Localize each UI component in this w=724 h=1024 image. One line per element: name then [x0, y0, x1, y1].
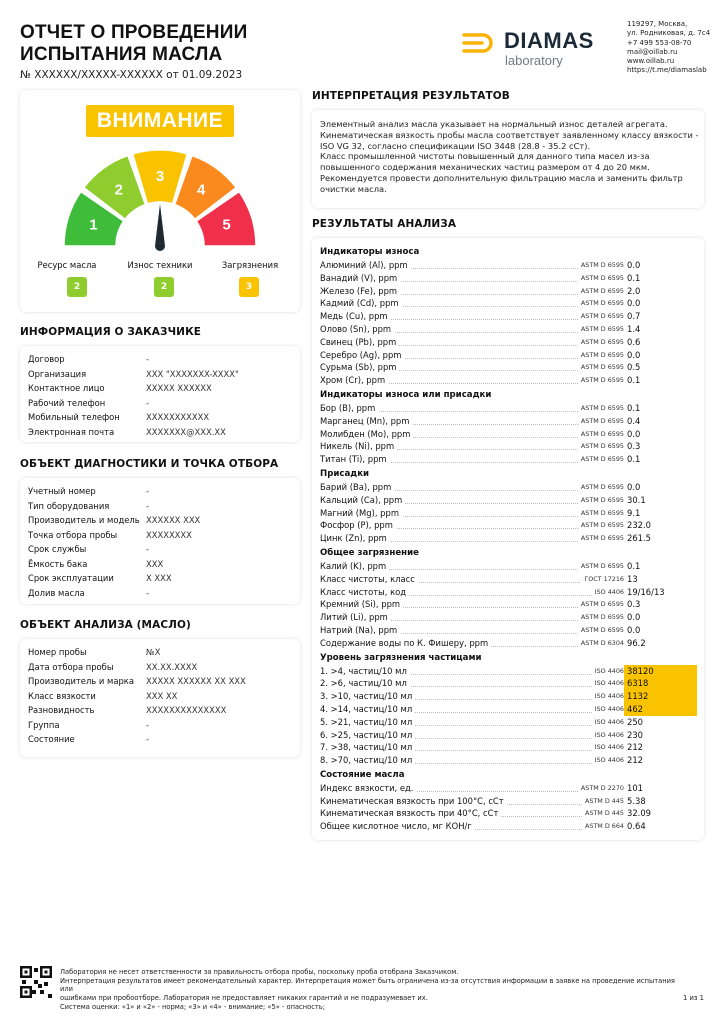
customer-row-value: XXXXXXX@XXX.XX	[146, 426, 226, 437]
oil-row-value: XXX XX	[146, 690, 178, 701]
result-method: ASTM D 6595	[578, 560, 624, 573]
result-value: 5.38	[627, 795, 646, 806]
object-row-label: Тип оборудования	[28, 500, 110, 511]
result-value-highlighted: 1132	[623, 690, 697, 703]
footer-disclaimer	[60, 968, 680, 1012]
result-row	[320, 703, 696, 716]
results-group-title: Уровень загрязнения частицами	[320, 652, 482, 663]
indicator-badge-contamination: 3	[239, 277, 259, 297]
result-row	[320, 428, 696, 441]
result-parameter: 4. >14, частиц/10 мл	[320, 703, 415, 716]
result-parameter: Кальций (Ca), ppm	[320, 494, 405, 507]
object-row	[28, 499, 292, 514]
customer-row-label: Договор	[28, 354, 65, 364]
customer-row-value: XXX "XXXXXXX-XXXX"	[146, 368, 239, 379]
result-row	[320, 415, 696, 428]
results-section-title: РЕЗУЛЬТАТЫ АНАЛИЗА	[312, 218, 457, 230]
result-method: ASTM D 2270	[578, 782, 624, 795]
object-row	[28, 586, 292, 601]
result-parameter: Кинематическая вязкость при 100°C, сСт	[320, 795, 507, 808]
result-row	[320, 573, 696, 586]
result-method: ISO 4406	[592, 729, 624, 742]
oil-row	[28, 718, 292, 733]
result-method: ASTM D 445	[582, 795, 624, 808]
result-value: 1.4	[627, 323, 641, 334]
gauge-segment-label: 2	[114, 181, 124, 199]
result-parameter: Титан (Ti), ppm	[320, 453, 390, 466]
result-parameter: Общее кислотное число, мг КОН/г	[320, 820, 475, 833]
result-parameter: Цинк (Zn), ppm	[320, 532, 390, 545]
result-method: ISO 4406	[592, 703, 624, 716]
object-row	[28, 528, 292, 543]
result-row	[320, 374, 696, 387]
result-parameter: Алюминий (Al), ppm	[320, 259, 411, 272]
object-row-label: Точка отбора пробы	[28, 529, 118, 540]
result-parameter: Бор (B), ppm	[320, 402, 378, 415]
customer-row-label: Рабочий телефон	[28, 397, 106, 408]
logo-mark-icon	[462, 32, 496, 54]
indicator-badge-oil-resource: 2	[67, 277, 87, 297]
result-parameter: Фосфор (P), ppm	[320, 519, 396, 532]
result-row	[320, 624, 696, 637]
diamas-logo	[462, 28, 612, 74]
result-value-highlighted: 462	[623, 703, 697, 716]
result-method: ASTM D 6595	[578, 336, 624, 349]
result-method: ГОСТ 17216	[581, 573, 624, 586]
object-row	[28, 542, 292, 557]
oil-row-value: №X	[146, 647, 161, 657]
result-parameter: Класс чистоты, класс	[320, 573, 418, 586]
result-row	[320, 560, 696, 573]
result-method: ASTM D 6595	[578, 598, 624, 611]
object-row-label: Срок эксплуатации	[28, 573, 114, 583]
result-method: ASTM D 6595	[578, 624, 624, 637]
logo-subtitle: laboratory	[505, 53, 563, 68]
oil-row-label: Производитель и марка	[28, 676, 134, 686]
results-group-title: Присадки	[320, 468, 370, 479]
result-parameter: Хром (Cr), ppm	[320, 374, 388, 387]
result-parameter: Никель (Ni), ppm	[320, 440, 397, 453]
oil-info-list	[28, 645, 292, 747]
oil-row-value: -	[146, 719, 150, 730]
oil-row	[28, 674, 292, 689]
customer-row-label: Мобильный телефон	[28, 412, 120, 422]
object-row	[28, 484, 292, 499]
result-method: ASTM D 6595	[578, 532, 624, 545]
result-method: ASTM D 664	[582, 820, 624, 833]
oil-row-value: XX.XX.XXXX	[146, 661, 198, 672]
result-value: 230	[627, 729, 643, 740]
result-parameter: Молибден (Mo), ppm	[320, 428, 413, 441]
result-method: ASTM D 6595	[578, 402, 624, 415]
customer-row-value: -	[146, 397, 150, 408]
results-card	[312, 238, 704, 840]
result-method: ASTM D 6595	[578, 415, 624, 428]
result-row	[320, 598, 696, 611]
result-method: ISO 4406	[592, 665, 624, 678]
object-row-value: XXXXXX XXX	[146, 515, 201, 525]
interpretation-line: повышенного содержания механических частиц размером от 4 до 20 мкм.	[320, 162, 650, 173]
result-method: ASTM D 6595	[578, 374, 624, 387]
result-parameter: Серебро (Ag), ppm	[320, 349, 404, 362]
result-value: 0.1	[627, 454, 641, 465]
result-row	[320, 807, 696, 820]
result-parameter: 2. >6, частиц/10 мл	[320, 677, 410, 690]
result-row	[320, 481, 696, 494]
customer-row-label: Контактное лицо	[28, 383, 105, 393]
result-value: 101	[627, 782, 643, 793]
result-row	[320, 586, 696, 599]
result-parameter: Олово (Sn), ppm	[320, 323, 394, 336]
results-group-title: Состояние масла	[320, 769, 405, 780]
result-method: ASTM D 6595	[578, 507, 624, 520]
result-parameter: Индекс вязкости, ед.	[320, 782, 416, 795]
result-parameter: Литий (Li), ppm	[320, 611, 391, 624]
interpretation-card	[312, 110, 704, 208]
result-parameter: 5. >21, частиц/10 мл	[320, 716, 415, 729]
customer-info-list	[28, 352, 292, 439]
contact-address-1: 119297, Москва,	[627, 20, 688, 28]
report-title	[20, 22, 247, 66]
customer-section-title: ИНФОРМАЦИЯ О ЗАКАЗЧИКЕ	[20, 326, 202, 338]
result-row	[320, 690, 696, 703]
result-method: ASTM D 445	[582, 807, 624, 820]
customer-row	[28, 396, 292, 411]
result-row	[320, 782, 696, 795]
result-row	[320, 795, 696, 808]
result-parameter: Магний (Mg), ppm	[320, 507, 402, 520]
result-row	[320, 259, 696, 272]
object-card	[20, 478, 300, 604]
result-row	[320, 349, 696, 362]
oil-row	[28, 645, 292, 660]
result-row	[320, 297, 696, 310]
result-value: 212	[627, 742, 643, 753]
customer-card	[20, 346, 300, 442]
contacts-block	[627, 20, 710, 76]
results-list	[320, 244, 696, 833]
customer-row	[28, 367, 292, 382]
result-parameter: Барий (Ba), ppm	[320, 481, 394, 494]
object-info-list	[28, 484, 292, 600]
interpretation-line: Элементный анализ масла указывает на нормальный износ деталей агрегата.	[320, 119, 668, 129]
object-row-value: XXXXXXXX	[146, 529, 192, 540]
result-value: 0.1	[627, 375, 641, 386]
interpretation-line: ISO VG 32, согласно спецификации ISO 3448 (28.8 - 35.2 сСт).	[320, 140, 591, 151]
result-row	[320, 323, 696, 336]
oil-row-label: Разновидность	[28, 705, 95, 715]
oil-section-title: ОБЪЕКТ АНАЛИЗА (МАСЛО)	[20, 619, 191, 631]
object-row-label: Долив масла	[28, 587, 85, 598]
result-value: 0.1	[627, 272, 641, 283]
result-value: 13	[627, 573, 638, 584]
result-row	[320, 532, 696, 545]
object-row	[28, 513, 292, 528]
result-row	[320, 754, 696, 767]
result-row	[320, 519, 696, 532]
customer-row	[28, 410, 292, 425]
result-value: 0.0	[627, 612, 641, 623]
result-method: ISO 4406	[592, 586, 624, 599]
customer-row-value: XXXXX XXXXXX	[146, 383, 212, 393]
result-row	[320, 361, 696, 374]
object-row-label: Ёмкость бака	[28, 558, 88, 569]
result-method: ISO 4406	[592, 741, 624, 754]
result-row	[320, 677, 696, 690]
oil-row-label: Дата отбора пробы	[28, 661, 114, 672]
result-method: ASTM D 6595	[578, 494, 624, 507]
result-row	[320, 494, 696, 507]
gauge-segment-label: 5	[222, 216, 231, 234]
customer-row-value: -	[146, 354, 150, 364]
interpretation-text	[320, 119, 700, 195]
result-value: 2.0	[627, 285, 641, 296]
customer-row-label: Организация	[28, 368, 87, 379]
customer-row	[28, 381, 292, 396]
qr-code-icon	[20, 966, 52, 998]
status-card	[20, 90, 300, 312]
object-section-title: ОБЪЕКТ ДИАГНОСТИКИ И ТОЧКА ОТБОРА	[20, 458, 279, 470]
gauge-segment-label: 1	[89, 216, 98, 234]
result-parameter: Свинец (Pb), ppm	[320, 336, 399, 349]
indicator-label-oil-resource: Ресурс масла	[37, 260, 97, 270]
result-value: 232.0	[627, 520, 651, 531]
result-parameter: Медь (Cu), ppm	[320, 310, 391, 323]
result-value: 19/16/13	[627, 586, 665, 597]
page-number: 1 из 1	[682, 994, 704, 1002]
contact-address-2: ул. Родниковая, д. 7с4	[627, 29, 711, 38]
result-method: ASTM D 6595	[578, 453, 624, 466]
footer-line-1: Лаборатория не несет ответственности за правильность отбора пробы, поскольку проба отобрана Заказчиком.	[60, 968, 459, 976]
result-value: 96.2	[627, 637, 646, 648]
result-method: ASTM D 6595	[578, 361, 624, 374]
result-parameter: 3. >10, частиц/10 мл	[320, 690, 415, 703]
result-value: 261.5	[627, 533, 651, 544]
result-value: 0.0	[627, 428, 641, 439]
result-value: 9.1	[627, 507, 641, 518]
result-method: ASTM D 6595	[578, 428, 624, 441]
result-method: ASTM D 6595	[578, 297, 624, 310]
object-row-value: X XXX	[146, 573, 172, 583]
result-parameter: 6. >25, частиц/10 мл	[320, 729, 415, 742]
object-row-label: Производитель и модель	[28, 515, 140, 525]
result-value-highlighted: 6318	[623, 677, 697, 690]
result-parameter: Калий (K), ppm	[320, 560, 389, 573]
result-method: ASTM D 6595	[578, 259, 624, 272]
result-value-highlighted: 38120	[623, 665, 697, 678]
result-method: ISO 4406	[592, 754, 624, 767]
footer-line-4: Система оценки: «1» и «2» - норма; «3» и «4» - внимание; «5» - опасность;	[60, 1002, 325, 1011]
oil-row	[28, 703, 292, 718]
result-row	[320, 336, 696, 349]
customer-row	[28, 425, 292, 440]
result-method: ISO 4406	[592, 716, 624, 729]
result-value: 212	[627, 755, 643, 766]
result-parameter: Кремний (Si), ppm	[320, 598, 403, 611]
customer-row-label: Электронная почта	[28, 426, 115, 437]
object-row-value: -	[146, 500, 150, 511]
gauge-needle	[155, 204, 165, 251]
report-title-line2: ИСПЫТАНИЯ МАСЛА	[20, 44, 223, 65]
result-value: 0.0	[627, 624, 641, 635]
oil-row-label: Номер пробы	[28, 647, 87, 657]
result-method: ASTM D 6595	[578, 323, 624, 336]
result-method: ASTM D 6595	[578, 272, 624, 285]
oil-row-value: XXXXX XXXXXX XX XXX	[146, 676, 246, 686]
result-row	[320, 310, 696, 323]
result-row	[320, 611, 696, 624]
object-row-value: -	[146, 544, 150, 554]
object-row-value: XXX	[146, 558, 164, 569]
logo-brand: DIAMAS	[504, 28, 594, 53]
result-value: 0.5	[627, 362, 641, 373]
result-value: 0.1	[627, 560, 641, 571]
customer-row-value: XXXXXXXXXXX	[146, 412, 210, 422]
result-parameter: Натрий (Na), ppm	[320, 624, 400, 637]
object-row-value: -	[146, 486, 150, 496]
interpretation-line: Кинематическая вязкость пробы масла соответствует заявленному классу вязкости -	[320, 129, 699, 140]
result-row	[320, 820, 696, 833]
result-method: ASTM D 6595	[578, 310, 624, 323]
contact-website[interactable]: www.oillab.ru	[627, 57, 675, 66]
result-parameter: 8. >70, частиц/10 мл	[320, 754, 415, 767]
oil-row-label: Состояние	[28, 734, 75, 744]
result-value: 0.4	[627, 415, 641, 426]
oil-card	[20, 639, 300, 757]
oil-row	[28, 660, 292, 675]
oil-row-value: XXXXXXXXXXXXXX	[146, 705, 227, 715]
result-value: 0.6	[627, 336, 641, 347]
result-method: ISO 4406	[592, 690, 624, 703]
condition-gauge	[60, 146, 260, 251]
result-row	[320, 665, 696, 678]
result-value: 32.09	[627, 808, 651, 819]
contact-email[interactable]: mail@oillab.ru	[627, 47, 678, 56]
interpretation-section-title: ИНТЕРПРЕТАЦИЯ РЕЗУЛЬТАТОВ	[312, 90, 510, 102]
footer-line-2: Интерпретация результатов имеет рекомендательный характер. Интерпретация может быть ограничена из-за отсутствия информации в заявке на проведение испытания или	[60, 976, 675, 994]
object-row-value: -	[146, 587, 150, 598]
result-value: 0.0	[627, 260, 641, 270]
object-row	[28, 557, 292, 572]
indicator-label-wear: Износ техники	[127, 260, 193, 270]
result-parameter: 1. >4, частиц/10 мл	[320, 665, 410, 678]
result-parameter: Ванадий (V), ppm	[320, 272, 400, 285]
result-value: 0.0	[627, 481, 641, 492]
result-method: ASTM D 6595	[578, 481, 624, 494]
gauge-segment-label: 4	[196, 181, 206, 199]
report-title-line1: ОТЧЕТ О ПРОВЕДЕНИИ	[20, 22, 248, 43]
result-method: ASTM D 6595	[578, 611, 624, 624]
result-method: ASTM D 6595	[578, 285, 624, 298]
result-parameter: Марганец (Mn), ppm	[320, 415, 412, 428]
result-value: 0.3	[627, 441, 641, 452]
result-row	[320, 453, 696, 466]
result-value: 0.3	[627, 599, 641, 610]
result-value: 0.0	[627, 298, 641, 309]
result-row	[320, 507, 696, 520]
oil-row	[28, 689, 292, 704]
object-row-label: Учетный номер	[28, 486, 96, 496]
result-method: ISO 4406	[592, 677, 624, 690]
object-row-label: Срок службы	[28, 544, 87, 554]
interpretation-line: очистки масла.	[320, 183, 387, 194]
object-row	[28, 571, 292, 586]
result-parameter: 7. >38, частиц/10 мл	[320, 741, 415, 754]
oil-row	[28, 732, 292, 747]
oil-row-label: Группа	[28, 719, 60, 730]
result-row	[320, 402, 696, 415]
interpretation-line: Класс промышленной чистоты повышенный для данного типа масел из-за	[320, 151, 650, 162]
result-row	[320, 272, 696, 285]
footer-line-3: ошибками при пробоотборе. Лаборатория не предоставляет никаких гарантий и не подразумевает их.	[60, 994, 428, 1003]
result-parameter: Содержание воды по К. Фишеру, ppm	[320, 637, 491, 650]
result-value: 0.1	[627, 402, 641, 413]
result-row	[320, 716, 696, 729]
result-row	[320, 729, 696, 742]
result-parameter: Кинематическая вязкость при 40°C, сСт	[320, 807, 501, 820]
result-method: ASTM D 6595	[578, 349, 624, 362]
result-row	[320, 741, 696, 754]
contact-telegram[interactable]: https://t.me/diamaslab	[627, 66, 707, 75]
results-group-title: Общее загрязнение	[320, 547, 419, 558]
results-group-title: Индикаторы износа	[320, 247, 420, 257]
customer-row	[28, 352, 292, 367]
result-value: 30.1	[627, 494, 646, 505]
results-group-title: Индикаторы износа или присадки	[320, 389, 492, 400]
interpretation-line: Рекомендуется провести дополнительную фильтрацию масла и заменить фильтр	[320, 172, 683, 183]
indicator-label-contamination: Загрязнения	[221, 260, 279, 270]
result-parameter: Класс чистоты, код	[320, 586, 409, 599]
result-parameter: Сурьма (Sb), ppm	[320, 361, 399, 374]
indicator-badge-wear: 2	[154, 277, 174, 297]
result-row	[320, 637, 696, 650]
result-value: 250	[627, 716, 643, 727]
result-row	[320, 285, 696, 298]
result-method: ASTM D 6595	[578, 440, 624, 453]
result-value: 0.0	[627, 349, 641, 360]
result-parameter: Железо (Fe), ppm	[320, 285, 400, 298]
result-value: 0.64	[627, 821, 646, 832]
result-parameter: Кадмий (Cd), ppm	[320, 297, 402, 310]
gauge-segment-label: 3	[155, 168, 165, 185]
contact-phone[interactable]: +7 499 553-08-70	[627, 38, 692, 47]
oil-row-value: -	[146, 734, 150, 744]
result-value: 0.7	[627, 311, 641, 322]
oil-row-label: Класс вязкости	[28, 690, 96, 701]
report-number: № XXXXXX/XXXXX-XXXXXX от 01.09.2023	[20, 69, 243, 81]
result-method: ASTM D 6595	[578, 519, 624, 532]
status-banner: ВНИМАНИЕ	[86, 105, 234, 137]
result-row	[320, 440, 696, 453]
result-method: ASTM D 6304	[578, 637, 624, 650]
